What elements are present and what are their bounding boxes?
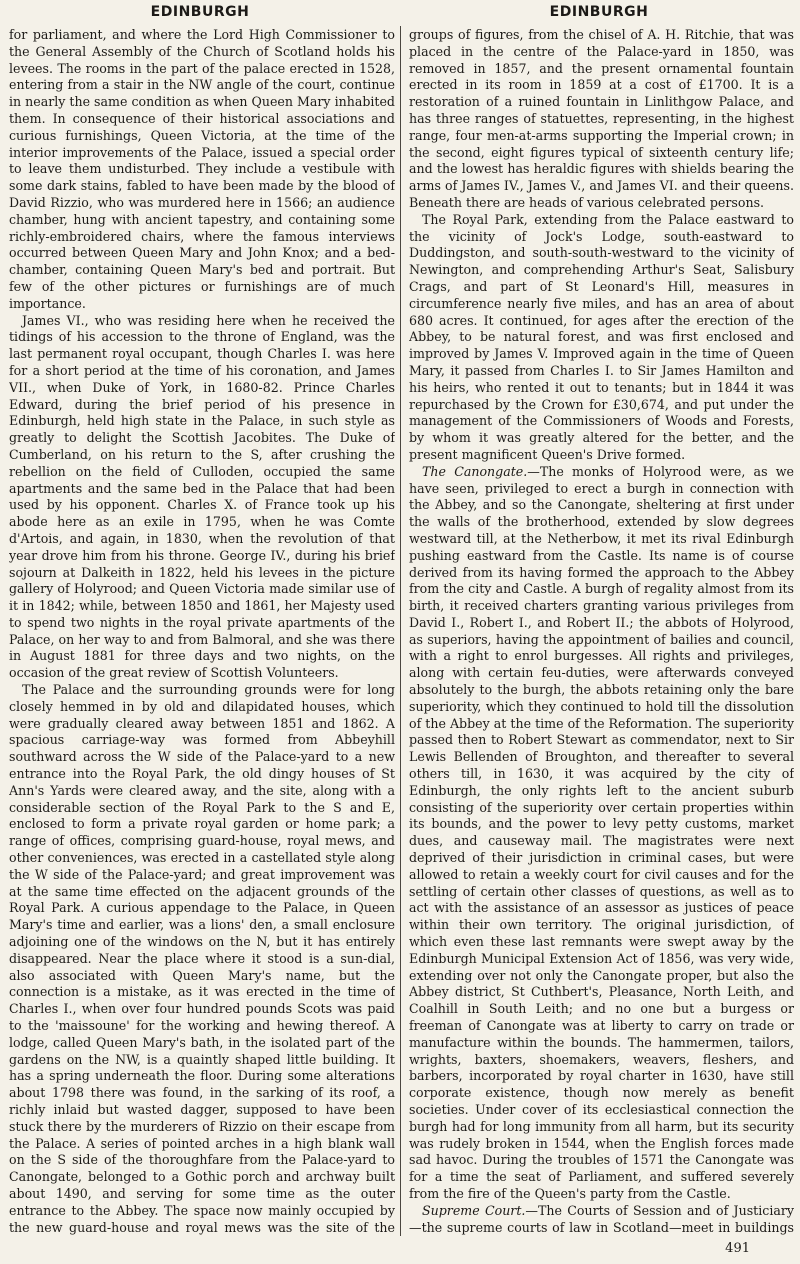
section-text: —The Courts of Session and of Justiciary—the supreme courts of law in Scotland—meet in buildings: [409, 1202, 794, 1235]
paragraph: James VI., who was residing here when he received the tidings of his accession to the throne of England, was the last permanent royal occupant, though Charles I. was here for a short period at the time of his coronation, and James VII., when Duke of York, in 1680-82. Prince Charles Edward, during the brief period of his presence in Edinburgh, held high state in the Palace, in such style as greatly to delight the Scottish Jacobites. The Duke of Cumberland, on his return to the S, after crushing the rebellion on the field of Culloden, occupied the same apartments and the same bed in the Palace that had been used by his opponent. Charles X. of France took up his abode here as an exile in 1795, when he was Comte d'Artois, and again, in 1830, when the revolution of that year drove him from his throne. George IV., during his brief sojourn at Dalkeith in 1822, held his levees in the picture gallery of Holyrood; and Queen Victoria made similar use of it in 1842; while, between 1850 and 1861, her Majesty used to spend two nights in the royal private apartments of the Palace, on her way to and from Balmoral, and she was there in August 1881 for three days and two nights, on the occasion of the great review of Scottish Volunteers.: [9, 312, 395, 681]
section-title-supreme-court: Supreme Court.: [422, 1202, 526, 1218]
page-number: 491: [725, 1241, 750, 1256]
paragraph-canongate: [409, 464, 794, 1203]
running-header-left: EDINBURGH: [150, 4, 250, 20]
running-header-right: EDINBURGH: [549, 4, 649, 20]
paragraph: for parliament, and where the Lord High Commissioner to the General Assembly of the Church of Scotland holds his levees. The rooms in the part of the palace erected in 1528, entering from a stair in the NW angle of the court, continue in nearly the same condition as when Queen Mary inhabited them. In consequence of their historical associations and curious furnishings, Queen Victoria, at the time of the interior improvements of the Palace, issued a special order to leave them undisturbed. They include a vestibule with some dark stains, fabled to have been made by the blood of David Rizzio, who was murdered here in 1566; an audience chamber, hung with ancient tapestry, and containing some richly-embroidered chairs, where the famous interviews occurred between Queen Mary and John Knox; and a bed-chamber, containing Queen Mary's bed and portrait. But few of the other pictures or furnishings are of much importance.: [9, 27, 395, 311]
section-text: —The monks of Holyrood were, as we have seen, privileged to erect a burgh in connection with the Abbey, and so the Canongate, sheltering at first under the walls of the brotherhood, extended by slow degrees westward till, at the Netherbow, it met its rival Edinburgh pushing eastward from the Castle. Its name is of course derived from its having formed the approach to the Abbey from the city and Castle. A burgh of regality almost from its birth, it received charters granting various privileges from David I., Robert I., and Robert II.; the abbots of Holyrood, as superiors, having the appointment of bailies and council, with a right to enrol burgesses. All rights and privileges, along with certain feu-duties, were afterwards conveyed absolutely to the burgh, the abbots retaining only the bare superiority, which they continued to hold till the dissolution of the Abbey at the time of the Reformation. The superiority passed then to Robert Stewart as commendator, next to Sir Lewis Bellenden of Broughton, and thereafter to several others till, in 1630, it was acquired by the city of Edinburgh, the only rights left to the ancient suburb consisting of the superiority over certain properties within its bounds, and the power to levy petty customs, market dues, and causeway mail. The magistrates were next deprived of their jurisdiction in criminal cases, but were allowed to retain a weekly court for civil causes and for the settling of certain other classes of questions, as well as to act with the assistance of an assessor as justices of peace within their own territory. The original jurisdiction, of which even these last remnants were swept away by the Edinburgh Municipal Extension Act of 1856, was very wide, extending over not only the Canongate proper, but also the Abbey district, St Cuthbert's, Pleasance, North Leith, and Coalhill in South Leith; and no one but a burgess or freeman of Canongate was at liberty to carry on trade or manufacture within the bounds. The hammermen, tailors, wrights, baxters, shoemakers, weavers, fleshers, and barbers, incorporated by royal charter in 1630, have still corporate existence, though now merely as benefit societies. Under cover of its ecclesiastical connection the burgh had for long immunity from all harm, but its security was rudely broken in 1544, when the English forces made sad havoc. During the troubles of 1571 the Canongate was for a time the seat of Parliament, and suffered severely from the fire of the Queen's party from the Castle.: [409, 463, 794, 1201]
paragraph-supreme-court: [409, 1203, 794, 1237]
column-divider: [400, 26, 401, 1236]
right-column: [409, 27, 794, 1237]
paragraph: groups of figures, from the chisel of A. H. Ritchie, that was placed in the centre of the Palace-yard in 1850, was removed in 1857, and the present ornamental fountain erected in its room in 1859 at a cost of £1700. It is a restoration of a ruined fountain in Linlithgow Palace, and has three ranges of statuettes, representing, in the highest range, four men-at-arms supporting the Imperial crown; in the second, eight figures typical of sixteenth century life; and the lowest has heraldic figures with shields bearing the arms of James IV., James V., and James VI. and their queens. Beneath there are heads of various celebrated persons.: [409, 27, 794, 210]
paragraph: The Royal Park, extending from the Palace eastward to the vicinity of Jock's Lodge, south-eastward to Duddingston, and south-south-westward to the vicinity of Newington, and comprehending Arthur's Seat, Salisbury Crags, and part of St Leonard's Hill, measures in circumference nearly five miles, and has an area of about 680 acres. It continued, for ages after the erection of the Abbey, to be natural forest, and was first enclosed and improved by James V. Improved again in the time of Queen Mary, it passed from Charles I. to Sir James Hamilton and his heirs, who rented it out to tenants; but in 1844 it was repurchased by the Crown for £30,674, and put under the management of the Commissioners of Woods and Forests, by whom it was greatly altered for the better, and the present magnificent Queen's Drive formed.: [409, 211, 794, 462]
paragraph: The Palace and the surrounding grounds were for long closely hemmed in by old and dilapidated houses, which were gradually cleared away between 1851 and 1862. A spacious carriage-way was formed from Abbeyhill southward across the W side of the Palace-yard to a new entrance into the Royal Park, the old dingy houses of St Ann's Yards were cleared away, and the site, along with a considerable section of the Royal Park to the S and E, enclosed to form a private royal garden or home park; a range of offices, comprising guard-house, royal mews, and other conveniences, was erected in a castellated style along the W side of the Palace-yard; and great improvement was at the same time effected on the adjacent grounds of the Royal Park. A curious appendage to the Palace, in Queen Mary's time and earlier, was a lions' den, a small enclosure adjoining one of the windows on the N, but it has entirely disappeared. Near the place where it stood is a sun-dial, also associated with Queen Mary's name, but the connection is a mistake, as it was erected in the time of Charles I., when over four hundred pounds Scots was paid to the 'maissoune' for the working and hewing thereof. A lodge, called Queen Mary's bath, in the isolated part of the gardens on the NW, is a quaintly shaped little building. It has a spring underneath the floor. During some alterations about 1798 there was found, in the sarking of its roof, a richly inlaid but wasted dagger, supposed to have been stuck there by the murderers of Rizzio on their escape from the Palace. A series of pointed arches in a high blank wall on the S side of the thoroughfare from the Palace-yard to Canongate, belonged to a Gothic porch and archway built about 1490, and serving for some time as the outer entrance to the Abbey. The space now mainly occupied by the new guard-house and royal mews was the site of the: [9, 682, 395, 1235]
section-title-canongate: The Canongate.: [422, 463, 528, 479]
left-column: [9, 27, 395, 1237]
